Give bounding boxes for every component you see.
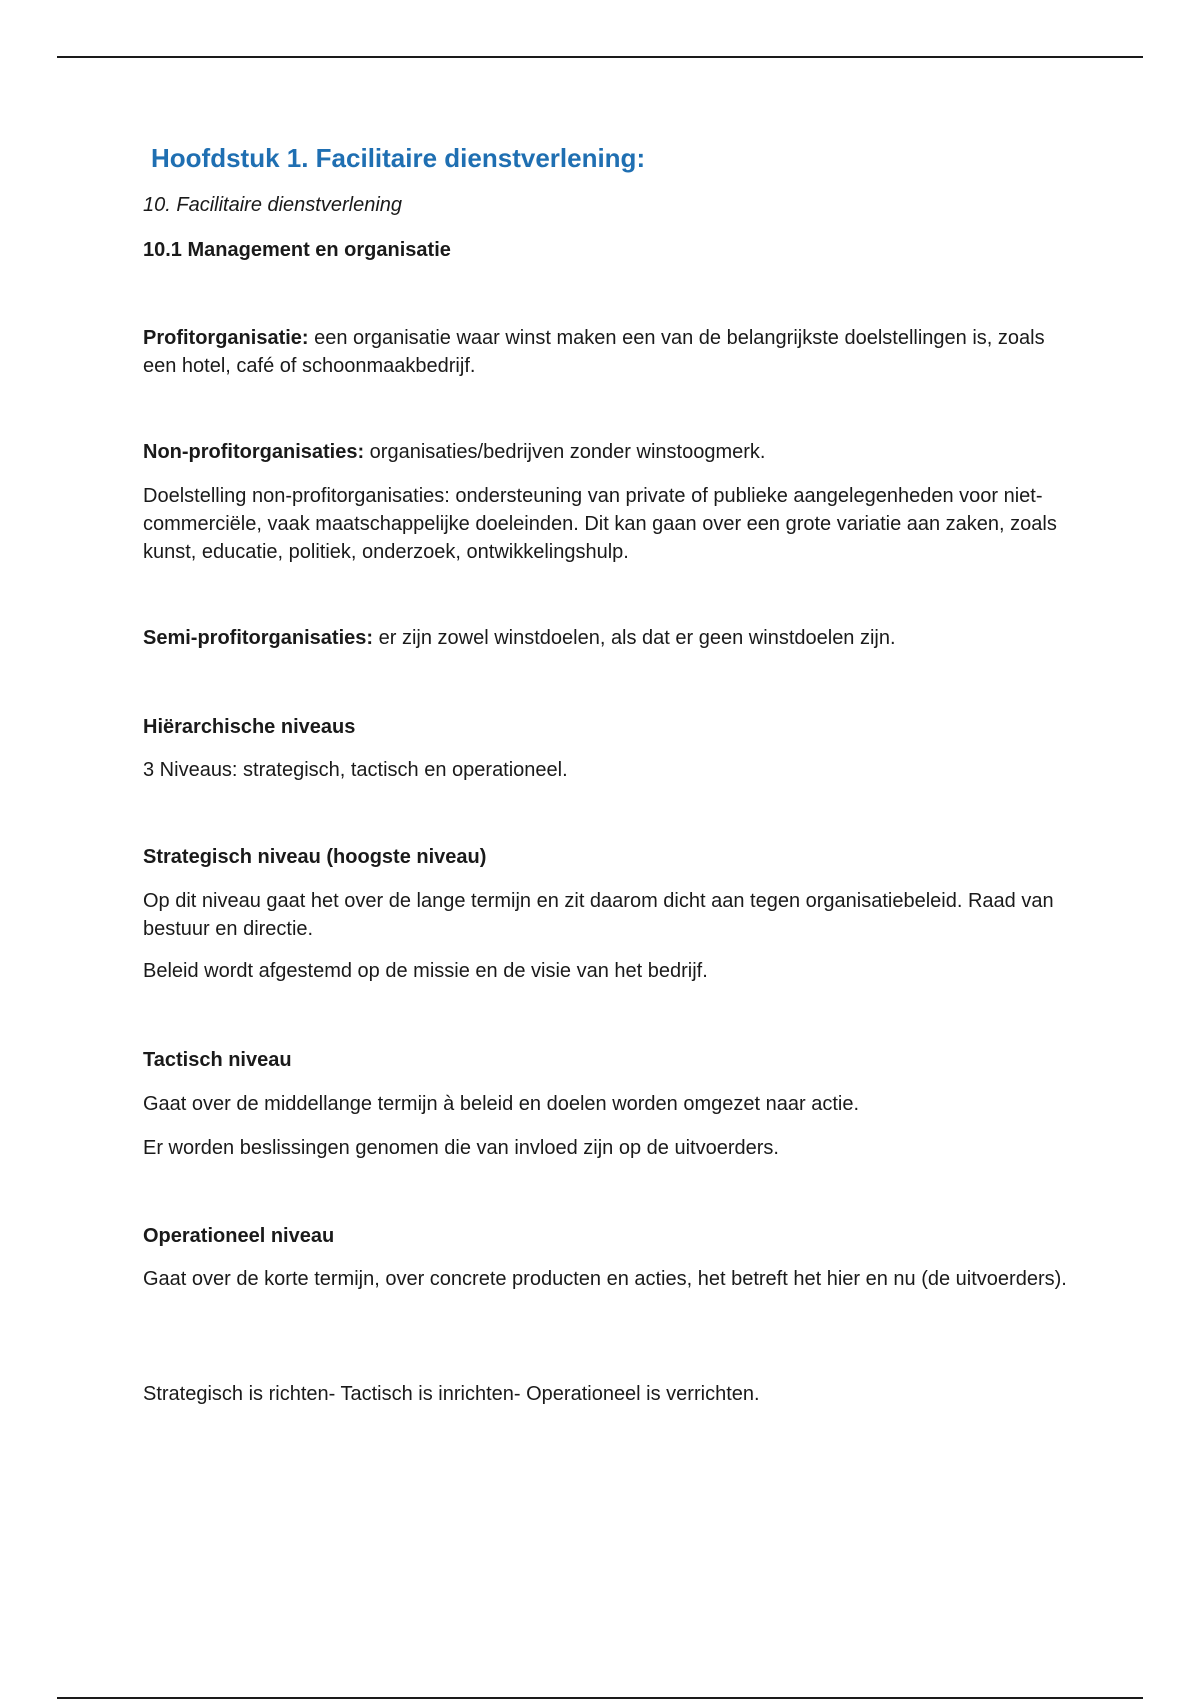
strategic-text-1: Op dit niveau gaat het over de lange termijn en zit daarom dicht aan tegen organisatiebeleid. Raad van bestuur en directie. <box>143 890 1054 940</box>
section-title: 10.1 Management en organisatie <box>143 239 451 261</box>
subtitle: 10. Facilitaire dienstverlening <box>143 194 403 216</box>
nonprofit-term: Non-profitorganisaties: <box>143 441 365 463</box>
nonprofit-text: organisaties/bedrijven zonder winstoogmerk. <box>364 441 766 463</box>
summary-text: Strategisch is richten- Tactisch is inrichten- Operationeel is verrichten. <box>143 1383 760 1405</box>
tactical-heading: Tactisch niveau <box>143 1049 292 1071</box>
profit-text: een organisatie waar winst maken een van de belangrijkste doelstellingen is, zoals een hotel, café of schoonmaakbedrijf. <box>143 327 1045 377</box>
operational-heading: Operationeel niveau <box>143 1225 335 1247</box>
profit-term: Profitorganisatie: <box>143 327 309 349</box>
tactical-text-2: Er worden beslissingen genomen die van invloed zijn op de uitvoerders. <box>143 1137 779 1159</box>
strategic-heading: Strategisch niveau (hoogste niveau) <box>143 846 487 868</box>
tactical-text-1: Gaat over de middellange termijn à beleid en doelen worden omgezet naar actie. <box>143 1093 859 1115</box>
bottom-divider <box>57 1697 1143 1699</box>
top-divider <box>57 56 1143 58</box>
strategic-text-2: Beleid wordt afgestemd op de missie en de visie van het bedrijf. <box>143 960 708 982</box>
semiprofit-definition <box>143 624 1073 652</box>
semiprofit-term: Semi-profitorganisaties: <box>143 627 374 649</box>
chapter-title: Hoofdstuk 1. Facilitaire dienstverlening: <box>151 143 646 173</box>
hierarchy-heading: Hiërarchische niveaus <box>143 716 356 738</box>
profit-definition <box>143 324 1073 380</box>
semiprofit-text: er zijn zowel winstdoelen, als dat er geen winstdoelen zijn. <box>373 627 896 649</box>
nonprofit-goal: Doelstelling non-profitorganisaties: ondersteuning van private of publieke aangelegenheden voor niet-commerciële, vaak maatschappelijke doeleinden. Dit kan gaan over een grote variatie aan zaken, zoals kunst, educatie, politiek, onderzoek, ontwikkelingshulp. <box>143 485 1057 563</box>
operational-text: Gaat over de korte termijn, over concrete producten en acties, het betreft het hier en nu (de uitvoerders). <box>143 1268 1067 1290</box>
hierarchy-text: 3 Niveaus: strategisch, tactisch en operationeel. <box>143 759 568 781</box>
nonprofit-definition <box>143 438 1073 466</box>
